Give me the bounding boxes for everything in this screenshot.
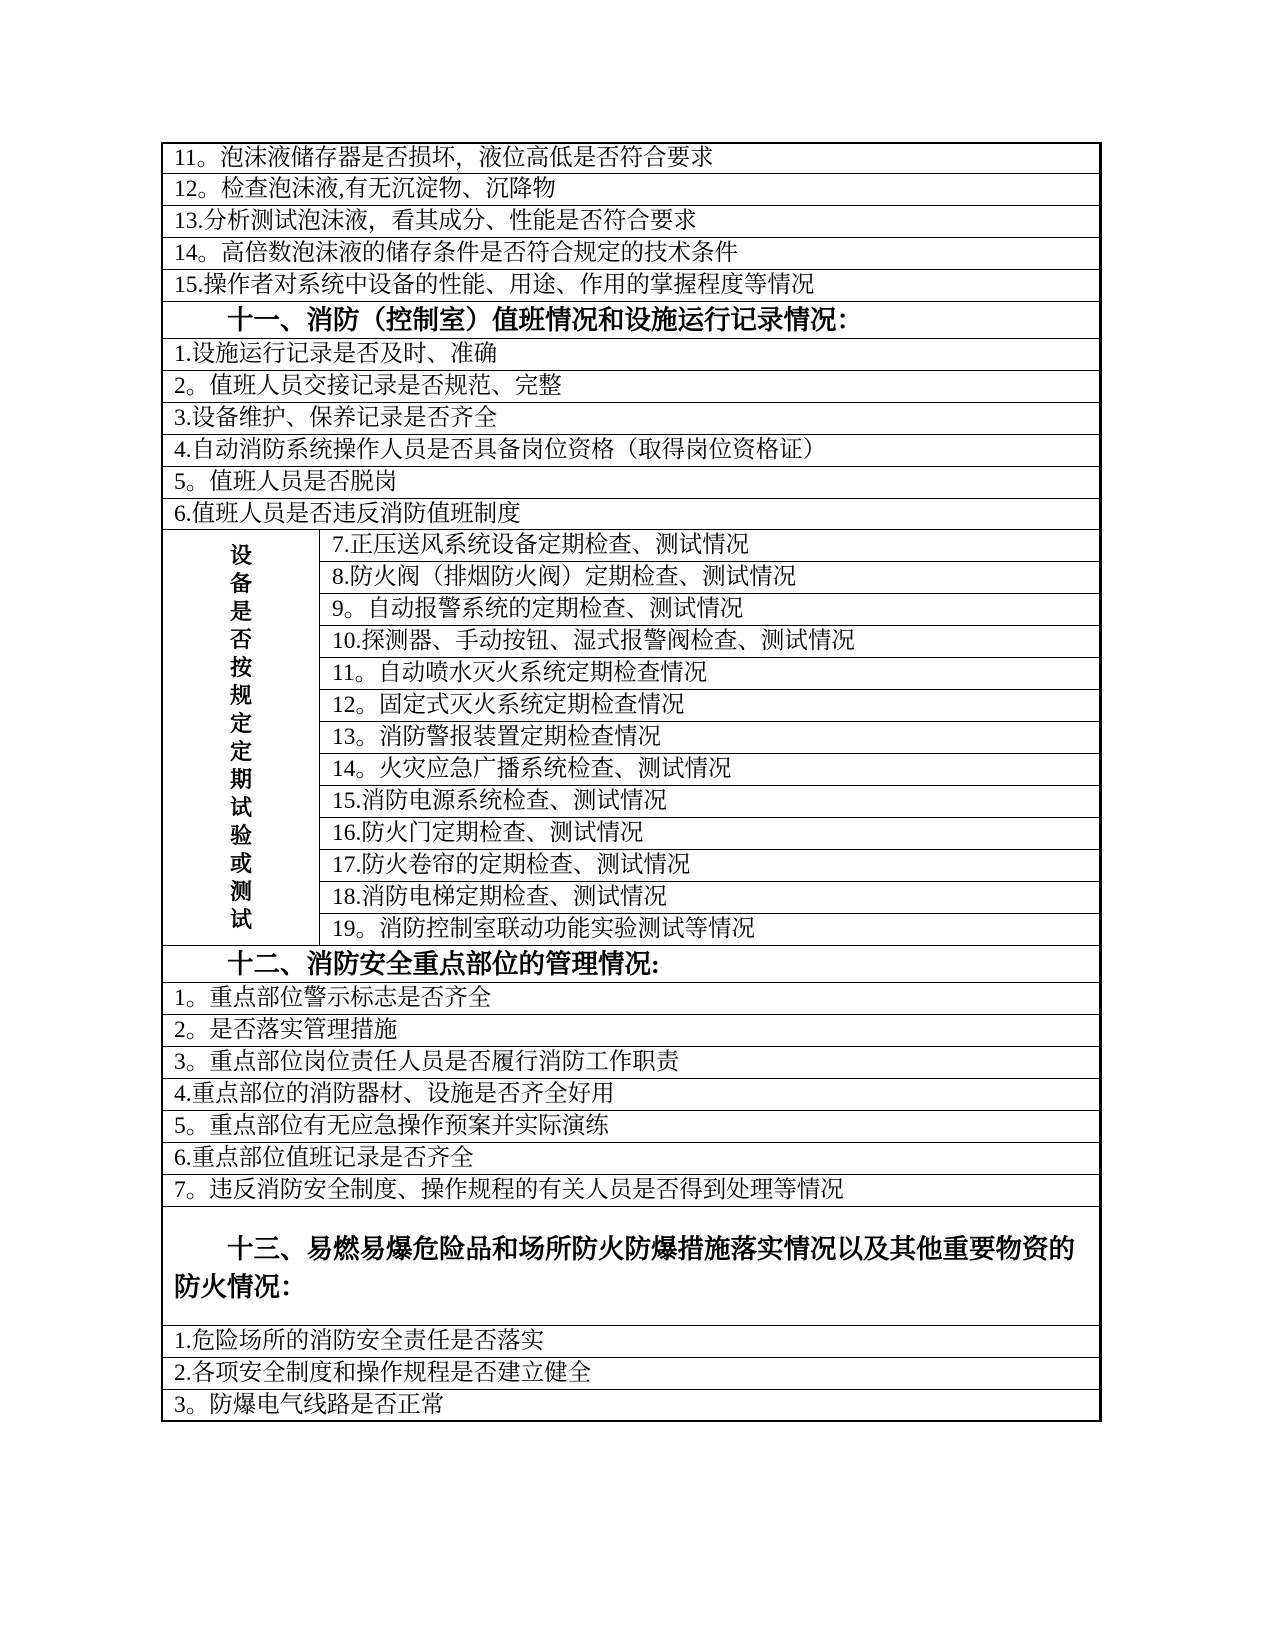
periodic-test-vertical-label: 设备是否按规定定期试验或测试: [229, 542, 252, 932]
table-row: 3.设备维护、保养记录是否齐全: [163, 403, 1099, 435]
table-row: 12。检查泡沫液,有无沉淀物、沉降物: [163, 174, 1099, 206]
table-row: 7.正压送风系统设备定期检查、测试情况: [320, 530, 1099, 562]
table-row: 17.防火卷帘的定期检查、测试情况: [320, 850, 1099, 882]
table-row: 1。重点部位警示标志是否齐全: [163, 983, 1099, 1015]
table-row: 8.防火阀（排烟防火阀）定期检查、测试情况: [320, 562, 1099, 594]
section-heading-12: 十二、消防安全重点部位的管理情况:: [163, 946, 1099, 983]
table-row: 6.值班人员是否违反消防值班制度: [163, 499, 1099, 530]
inspection-checklist-table: [161, 142, 1102, 1422]
table-row: 14。高倍数泡沫液的储存条件是否符合规定的技术条件: [163, 238, 1099, 270]
table-row: 16.防火门定期检查、测试情况: [320, 818, 1099, 850]
table-row: 1.设施运行记录是否及时、准确: [163, 339, 1099, 371]
table-row: 3。防爆电气线路是否正常: [174, 1392, 445, 1418]
table-row: 2。是否落实管理措施: [163, 1015, 1099, 1047]
table-row: 3。重点部位岗位责任人员是否履行消防工作职责: [163, 1047, 1099, 1079]
table-row: 13.分析测试泡沫液，看其成分、性能是否符合要求: [163, 206, 1099, 238]
table-row: 6.重点部位值班记录是否齐全: [163, 1143, 1099, 1175]
periodic-test-label-cell: [163, 530, 320, 945]
table-row: 10.探测器、手动按钮、湿式报警阀检查、测试情况: [320, 626, 1099, 658]
table-row: 9。自动报警系统的定期检查、测试情况: [320, 594, 1099, 626]
table-row: 15.消防电源系统检查、测试情况: [320, 786, 1099, 818]
section-heading-11: 十一、消防（控制室）值班情况和设施运行记录情况：: [163, 302, 1099, 339]
table-row: 11。自动喷水灭火系统定期检查情况: [320, 658, 1099, 690]
table-row: 19。消防控制室联动功能实验测试等情况: [332, 916, 755, 942]
periodic-test-items: [320, 530, 1099, 945]
table-row: 14。火灾应急广播系统检查、测试情况: [320, 754, 1099, 786]
table-row: 13。消防警报装置定期检查情况: [320, 722, 1099, 754]
table-row: 2。值班人员交接记录是否规范、完整: [163, 371, 1099, 403]
table-row: 2.各项安全制度和操作规程是否建立健全: [163, 1358, 1099, 1390]
table-row: 5。重点部位有无应急操作预案并实际演练: [163, 1111, 1099, 1143]
table-row: 4.重点部位的消防器材、设施是否齐全好用: [163, 1079, 1099, 1111]
table-row: 5。值班人员是否脱岗: [163, 467, 1099, 499]
table-row: 7。违反消防安全制度、操作规程的有关人员是否得到处理等情况: [163, 1175, 1099, 1207]
table-row: 12。固定式灭火系统定期检查情况: [320, 690, 1099, 722]
periodic-test-group: [163, 530, 1099, 946]
table-row: 18.消防电梯定期检查、测试情况: [320, 882, 1099, 914]
table-row: 4.自动消防系统操作人员是否具备岗位资格（取得岗位资格证）: [163, 435, 1099, 467]
table-row: 1.危险场所的消防安全责任是否落实: [163, 1326, 1099, 1358]
table-row: 15.操作者对系统中设备的性能、用途、作用的掌握程度等情况: [163, 270, 1099, 302]
section-heading-13: 十三、易燃易爆危险品和场所防火防爆措施落实情况以及其他重要物资的防火情况：: [163, 1207, 1099, 1326]
table-row: 11。泡沫液储存器是否损坏，液位高低是否符合要求: [163, 144, 1099, 174]
